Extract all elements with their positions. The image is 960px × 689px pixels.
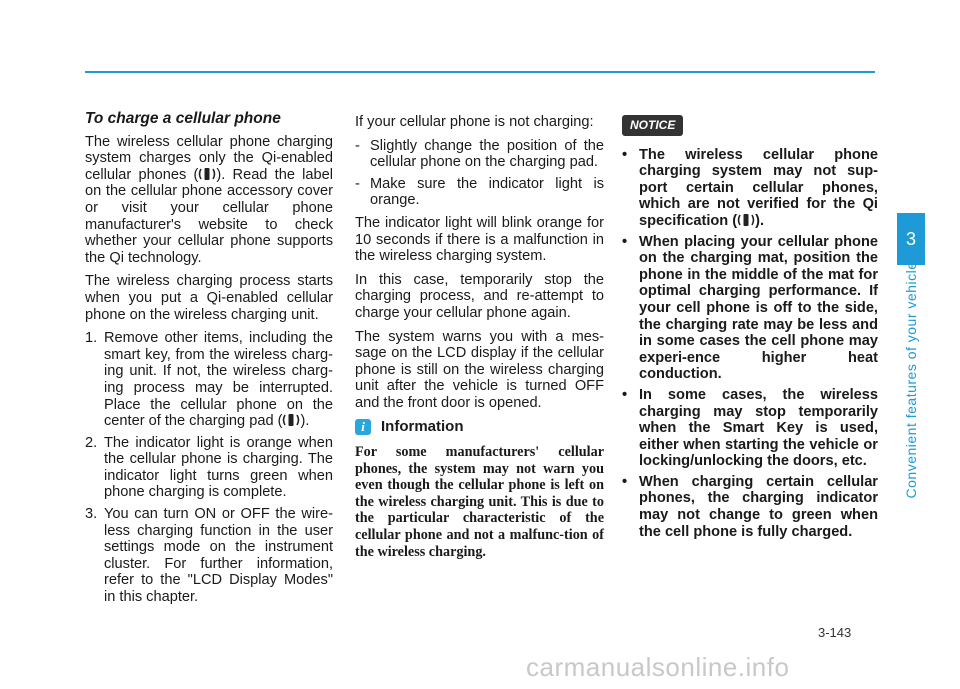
header-rule [85, 71, 875, 73]
paragraph-blink: The indicator light will blink orange for 10 seconds if there is a malfunction in the wireless charging system. [355, 214, 604, 265]
watermark: carmanualsonline.info [526, 652, 790, 682]
list-item: 3. You can turn ON or OFF the wire-less charging function in the user settings mode on the instrument cluster. For further information, refer to the "LCD Display Modes" in this chapter. [85, 506, 333, 606]
qi-wireless-icon [198, 167, 216, 181]
page-number: 3-143 [818, 625, 852, 640]
troubleshoot-list [355, 138, 604, 209]
list-item: • When placing your cellular phone on the charging mat, position the phone in the middle of the mat for optimal charging performance. If your cell phone is off to the side, the charging rate may be less and in some cases the cell phone may experi-ence higher heat conduction. [622, 233, 878, 383]
column-3 [622, 115, 878, 544]
information-header [355, 419, 604, 436]
information-title: Information [381, 417, 464, 435]
information-body: For some manufacturers' cellular phones, the system may not warn you even though the cellular phone is left on the wireless charging unit. This is due to the particular characteristic of the cellular phone and not a malfunc-tion of the wireless charging. [355, 444, 604, 560]
paragraph-process: The wireless charging process starts when you put a Qi-enabled cellular phone on the wireless charging unit. [85, 273, 333, 323]
column-1 [85, 111, 333, 611]
list-item: • When charging certain cellular phones, the charging indicator may not change to green when the cell phone is fully charged. [622, 473, 878, 540]
qi-wireless-icon [282, 413, 300, 427]
information-icon: i [355, 419, 371, 435]
notice-badge: NOTICE [622, 115, 683, 136]
paragraph-stop: In this case, temporarily stop the charging process, and re-attempt to charge your cellular phone again. [355, 271, 604, 321]
list-item: - Slightly change the position of the cellular phone on the charging pad. [355, 137, 604, 171]
paragraph-warning: The system warns you with a mes-sage on the LCD display if the cellular phone is still on the wireless charging unit after the vehicle is turned OFF and the front door is opened. [355, 328, 604, 411]
list-item: 2. The indicator light is orange when the cellular phone is charging. The indicator light turns green when phone charging is complete. [85, 434, 333, 501]
paragraph-not-charging: If your cellular phone is not charging: [355, 114, 594, 130]
column-2 [355, 114, 604, 567]
section-title: To charge a cellular phone [85, 110, 281, 127]
list-item: • The wireless cellular phone charging system may not sup-port certain cellular phones, which are not verified for the Qi specification ( ). [622, 146, 878, 229]
steps-list [85, 330, 333, 606]
chapter-tab: 3 [897, 213, 925, 265]
chapter-label: Convenient features of your vehicle [903, 261, 919, 499]
qi-wireless-icon [737, 213, 755, 227]
notice-list [622, 147, 878, 541]
paragraph-qi: The wireless cellular phone charging system charges only the Qi-enabled cellular phones ( ). Read the label on the cellular phone accessory cover or visit your cellular phone manufacturer's website to check whether your cellular phone supports the Qi technology. [85, 133, 333, 266]
list-item: - Make sure the indicator light is orange. [355, 175, 604, 209]
list-item: 1. Remove other items, including the smart key, from the wireless charg-ing unit. If not, the wireless charg-ing process may be interrupted. Place the cellular phone on the center of the charging pad ( ). [85, 330, 333, 430]
list-item: • In some cases, the wireless charging may stop temporarily when the Smart Key is used, either when starting the vehicle or locking/unlocking the doors, etc. [622, 386, 878, 470]
